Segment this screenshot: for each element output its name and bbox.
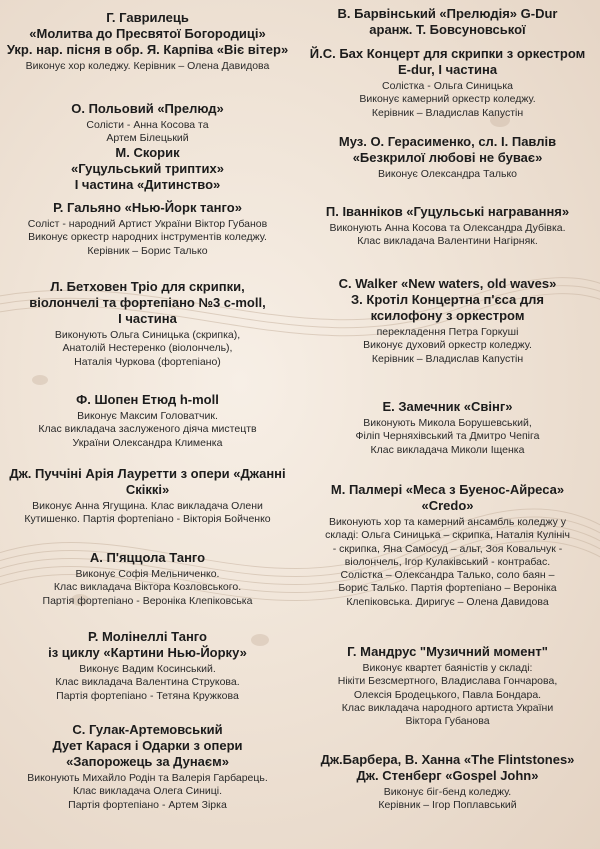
performer-line: Виконує Максим Головатчик. (77, 410, 218, 422)
title-line: В. Барвінський «Прелюдія» G-Dur (337, 6, 558, 21)
program-item-performers (305, 417, 590, 457)
performer-line: Віктора Губанова (405, 715, 490, 728)
program-item (305, 482, 590, 609)
title-line: Укр. нар. пісня в обр. Я. Карпіва «Віє вітер» (6, 42, 289, 57)
program-item-title (305, 46, 590, 78)
program-item (305, 399, 590, 457)
title-line: З. Кротіл Концертна п'єса для (351, 292, 544, 307)
program-item-performers (5, 410, 290, 450)
title-line: Г. Мандрус "Музичний момент" (347, 644, 548, 659)
title-line: із циклу «Картини Нью-Йорку» (48, 645, 247, 660)
performer-line: Наталія Чуркова (фортепіано) (74, 355, 221, 368)
performer-line: Солістка – Олександра Талько, соло баян – (340, 569, 555, 582)
title-line: віолончелі та фортепіано №3 c-moll, (29, 295, 266, 310)
program-item (305, 276, 590, 366)
program-item (5, 279, 290, 369)
program-item-performers (5, 500, 290, 527)
performer-line: Виконують Анна Косова та Олександра Дубівка. (329, 222, 566, 234)
program-item (5, 550, 290, 608)
program-item-title (305, 752, 590, 784)
performer-line: Клас викладача заслуженого діяча мистецтв (38, 423, 257, 436)
title-line: «Гуцульський триптих» (71, 161, 224, 176)
program-item-performers (305, 80, 590, 120)
program-item-title (5, 145, 290, 193)
performer-line: України Олександра Клименка (72, 436, 223, 449)
program-item-title (5, 629, 290, 661)
performer-line: Партія фортепіано - Тетяна Кружкова (56, 689, 239, 702)
title-line: Дж. Пуччіні Арія Лауретти з опери «Джанні (9, 466, 286, 481)
performer-line: Виконує квартет баяністів у складі: (362, 662, 533, 674)
performer-line: Керівник – Владислав Капустін (371, 106, 524, 119)
program-item-title (5, 10, 290, 58)
program-item-title (5, 392, 290, 408)
program-item-performers (5, 218, 290, 258)
program-item-title (305, 482, 590, 514)
performer-line: Виконує оркестр народних інструментів коледжу. (28, 231, 267, 244)
title-line: Дует Карася і Одарки з опери (52, 738, 243, 753)
program-item-performers (5, 60, 290, 73)
program-item-title (5, 279, 290, 327)
program-item-title (305, 204, 590, 220)
program-item-title (5, 101, 290, 117)
title-line: C. Walker «New waters, old waves» (338, 276, 557, 291)
performer-line: Виконують Микола Борушевський, (363, 417, 532, 429)
performer-line: Керівник – Владислав Капустін (371, 352, 524, 365)
title-line: М. Палмері «Меса з Буенос-Айреса» (330, 482, 565, 497)
performer-line: Олексія Бродецького, Павла Бондара. (353, 688, 542, 701)
title-line: Г. Гаврилець (106, 10, 189, 25)
program-item-title (5, 722, 290, 770)
title-line: Дж. Стенберг «Gospel John» (356, 768, 539, 783)
performer-line: Солістка - Ольга Синицька (382, 80, 513, 92)
program-item-title (305, 644, 590, 660)
performer-line: Солісти - Анна Косова та (86, 119, 209, 131)
program-item-title (5, 200, 290, 216)
title-line: Дж.Барбера, В. Ханна «The Flintstones» (320, 752, 575, 767)
performer-line: Соліст - народний Артист України Віктор Губанов (27, 218, 268, 230)
title-line: Л. Бетховен Тріо для скрипки, (50, 279, 245, 294)
performer-line: Борис Талько. Партія фортепіано – Вероніка (338, 582, 557, 595)
performer-line: Керівник – Борис Талько (87, 244, 208, 257)
title-line: Р. Молінеллі Танго (88, 629, 207, 644)
title-line: С. Гулак-Артемовський (72, 722, 223, 737)
title-line: Й.С. Бах Концерт для скрипки з оркестром (309, 46, 586, 61)
performer-line: Виконує Олександра Талько (377, 168, 517, 180)
performer-line: Нікіти Безсмертного, Владислава Гончарова, (337, 675, 558, 688)
program-item (305, 6, 590, 38)
program-item-performers (305, 786, 590, 813)
title-line: І частина «Дитинство» (74, 177, 221, 192)
performer-line: віолончель, Ігор Кулаківський - контрабас. (344, 555, 551, 568)
program-item (305, 752, 590, 813)
performer-line: Клас викладача Олега Синиці. (72, 785, 223, 798)
program-item-title (305, 399, 590, 415)
performer-line: складі: Ольга Синицька – скрипка, Наталія Кулініч (325, 529, 570, 542)
program-item (305, 46, 590, 120)
performer-line: Керівник – Ігор Поплавський (378, 799, 517, 812)
program-item (305, 644, 590, 728)
title-line: Е. Замечник «Свінг» (382, 399, 513, 414)
program-item (5, 392, 290, 450)
program-item-performers (5, 772, 290, 812)
performer-line: Артем Білецький (106, 132, 189, 145)
performer-line: Клепіковська. Диригує – Олена Давидова (346, 595, 549, 608)
program-item-performers (5, 663, 290, 703)
performer-line: Виконує біг-бенд коледжу. (383, 786, 512, 798)
program-item-performers (305, 168, 590, 181)
title-line: Скіккі» (125, 482, 170, 497)
performer-line: Анатолій Нестеренко (віолончель), (62, 342, 233, 355)
program-item (305, 204, 590, 249)
performer-line: Виконує Анна Ягущина. Клас викладача Олени (32, 500, 263, 512)
performer-line: Клас викладача Миколи Іщенка (370, 443, 525, 456)
program-item-title (305, 276, 590, 324)
performer-line: Клас викладача народного артиста України (341, 701, 554, 714)
program-item-performers (305, 516, 590, 609)
program-item-performers (305, 662, 590, 728)
program-item-title (305, 6, 590, 38)
performer-line: - скрипка, Яна Самосуд – альт, Зоя Ковальчук - (332, 542, 563, 555)
performer-line: Партія фортепіано - Артем Зірка (68, 798, 227, 811)
title-line: П. Іванніков «Гуцульські награвання» (325, 204, 570, 219)
performer-line: Виконує Софія Мельниченко. (75, 568, 220, 580)
performer-line: Виконує Вадим Косинський. (79, 663, 216, 675)
program-item (305, 134, 590, 181)
performer-line: Партія фортепіано - Вероніка Клепіковська (42, 594, 253, 607)
program-item-title (305, 134, 590, 166)
title-line: І частина (118, 311, 177, 326)
program-item (5, 101, 290, 146)
performer-line: Клас викладача Віктора Козловського. (53, 581, 242, 594)
performer-line: Виконує камерний оркестр коледжу. (359, 93, 536, 106)
program-item-performers (305, 326, 590, 366)
program-item-performers (5, 568, 290, 608)
title-line: О. Польовий «Прелюд» (71, 101, 224, 116)
performer-line: Виконує хор коледжу. Керівник – Олена Давидова (25, 60, 270, 72)
title-line: «Безкрилої любові не буває» (352, 150, 543, 165)
title-line: М. Скорик (115, 145, 180, 160)
title-line: Ф. Шопен Етюд h-moll (76, 392, 219, 407)
performer-line: Виконують хор та камерний ансамбль коледжу у (328, 516, 567, 528)
title-line: Муз. О. Герасименко, сл. І. Павлів (338, 134, 557, 149)
program-item (5, 466, 290, 527)
program-item-performers (5, 119, 290, 146)
title-line: E-dur, І частина (397, 62, 498, 77)
title-line: «Молитва до Пресвятої Богородиці» (29, 26, 266, 41)
title-line: Р. Гальяно «Нью-Йорк танго» (53, 200, 242, 215)
title-line: «Credo» (421, 498, 474, 513)
performer-line: Клас викладача Валентина Струкова. (55, 676, 240, 689)
title-line: ксилофону з оркестром (370, 308, 525, 323)
program-item (5, 200, 290, 258)
performer-line: Кутишенко. Партія фортепіано - Вікторія Бойченко (24, 513, 271, 526)
program-item (5, 10, 290, 73)
performer-line: перекладення Петра Горкуші (376, 326, 519, 338)
performer-line: Виконує духовий оркестр коледжу. (363, 339, 532, 352)
program-item-title (5, 466, 290, 498)
performer-line: Виконують Ольга Синицька (скрипка), (54, 329, 241, 341)
program-item-title (5, 550, 290, 566)
program-item (5, 629, 290, 703)
performer-line: Філіп Черняхівський та Дмитро Чепіга (355, 430, 540, 443)
title-line: аранж. Т. Бовсуновської (369, 22, 526, 37)
title-line: А. П'яццола Танго (89, 550, 206, 565)
performer-line: Клас викладача Валентини Нагірняк. (357, 235, 538, 248)
program-item (5, 145, 290, 193)
program-item-performers (305, 222, 590, 249)
title-line: «Запорожець за Дунаєм» (66, 754, 229, 769)
performer-line: Виконують Михайло Родін та Валерія Гарбарець. (27, 772, 268, 784)
program-item-performers (5, 329, 290, 369)
program-item (5, 722, 290, 812)
